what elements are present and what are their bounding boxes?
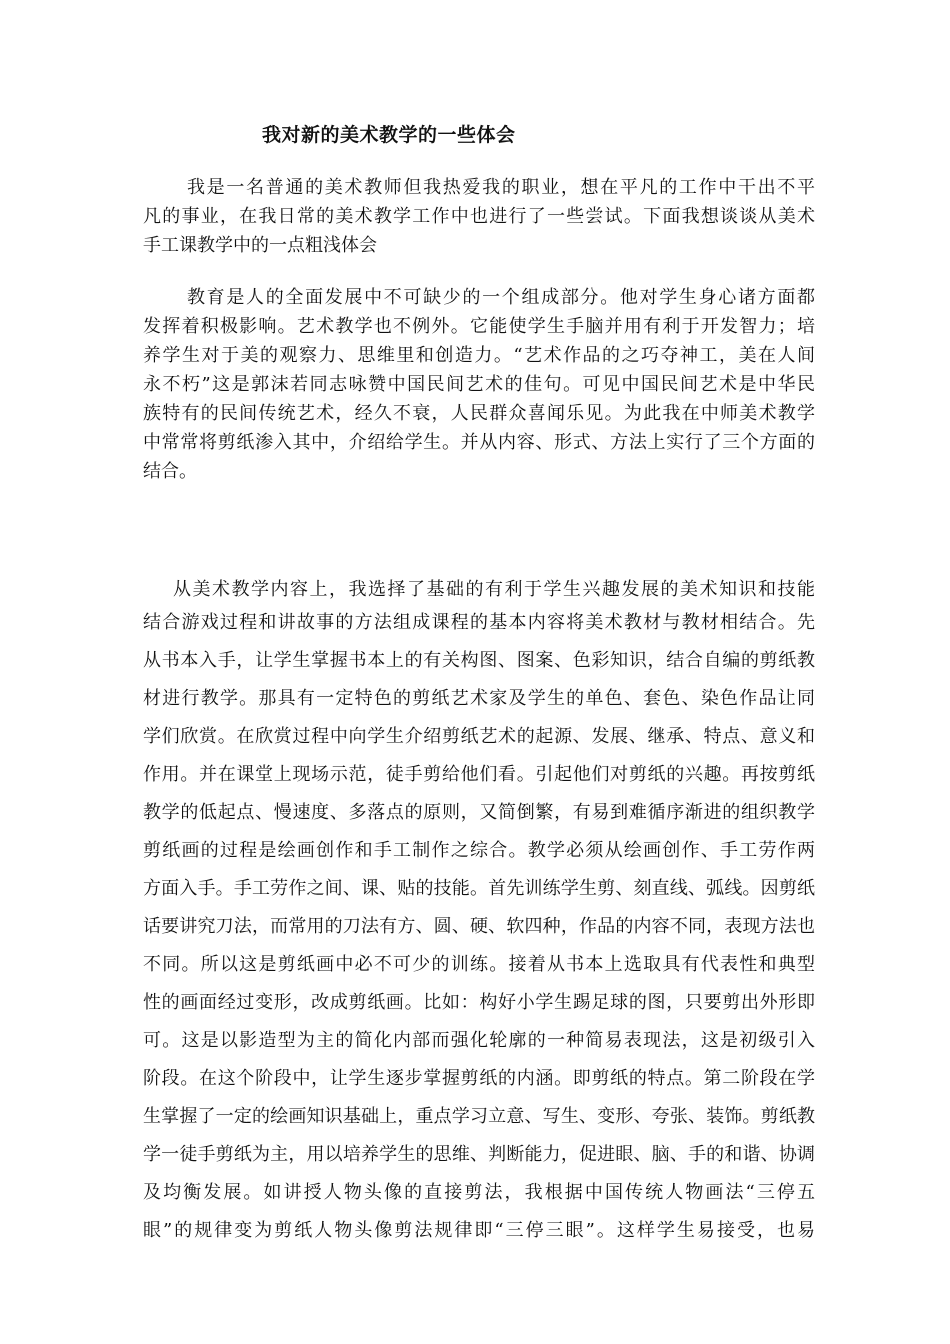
paragraph-line: 性的画面经过变形，改成剪纸画。比如：构好小学生踢足球的图，只要剪出外形即 xyxy=(143,992,815,1013)
paragraph-line: 话要讲究刀法，而常用的刀法有方、圆、硬、软四种，作品的内容不同，表现方法也 xyxy=(143,916,815,937)
paragraph-line: 永不朽”这是郭沫若同志咏赞中国民间艺术的佳句。可见中国民间艺术是中华民 xyxy=(143,374,815,395)
paragraph-line: 族特有的民间传统艺术，经久不衰，人民群众喜闻乐见。为此我在中师美术教学 xyxy=(143,403,815,424)
paragraph-line: 从美术教学内容上，我选择了基础的有利于学生兴趣发展的美术知识和技能 xyxy=(173,579,815,600)
paragraph-line: 发挥着积极影响。艺术教学也不例外。它能使学生手脑并用有利于开发智力；培 xyxy=(143,316,815,337)
paragraph-line: 养学生对于美的观察力、思维里和创造力。“艺术作品的之巧夺神工，美在人间 xyxy=(143,345,815,366)
paragraph-line: 中常常将剪纸渗入其中，介绍给学生。并从内容、形式、方法上实行了三个方面的 xyxy=(143,432,815,453)
paragraph-1 xyxy=(143,173,815,260)
paragraph-line: 生掌握了一定的绘画知识基础上，重点学习立意、写生、变形、夸张、装饰。剪纸教 xyxy=(143,1106,815,1127)
paragraph-line: 结合游戏过程和讲故事的方法组成课程的基本内容将美术教材与教材相结合。先 xyxy=(143,612,815,633)
paragraph-line: 结合。 xyxy=(143,461,197,482)
paragraph-line: 剪纸画的过程是绘画创作和手工制作之综合。教学必须从绘画创作、手工劳作两 xyxy=(143,840,815,861)
paragraph-line: 作用。并在课堂上现场示范，徒手剪给他们看。引起他们对剪纸的兴趣。再按剪纸 xyxy=(143,764,815,785)
paragraph-line: 凡的事业，在我日常的美术教学工作中也进行了一些尝试。下面我想谈谈从美术 xyxy=(143,206,815,227)
paragraph-line: 教学的低起点、慢速度、多落点的原则，又简倒繁，有易到难循序渐进的组织教学 xyxy=(143,802,815,823)
paragraph-line: 学们欣赏。在欣赏过程中向学生介绍剪纸艺术的起源、发展、继承、特点、意义和 xyxy=(143,726,815,747)
paragraph-line: 不同。所以这是剪纸画中必不可少的训练。接着从书本上选取具有代表性和典型 xyxy=(143,954,815,975)
paragraph-line: 眼”的规律变为剪纸人物头像剪法规律即“三停三眼”。这样学生易接受，也易 xyxy=(143,1220,815,1241)
paragraph-line: 阶段。在这个阶段中，让学生逐步掌握剪纸的内涵。即剪纸的特点。第二阶段在学 xyxy=(143,1068,815,1089)
paragraph-line: 手工课教学中的一点粗浅体会 xyxy=(143,235,377,256)
paragraph-line: 教育是人的全面发展中不可缺少的一个组成部分。他对学生身心诸方面都 xyxy=(187,287,815,308)
paragraph-line: 从书本入手，让学生掌握书本上的有关构图、图案、色彩知识，结合自编的剪纸教 xyxy=(143,650,815,671)
paragraph-line: 我是一名普通的美术教师但我热爱我的职业，想在平凡的工作中干出不平 xyxy=(187,177,815,198)
paragraph-line: 及均衡发展。如讲授人物头像的直接剪法，我根据中国传统人物画法“三停五 xyxy=(143,1182,815,1203)
paragraph-3 xyxy=(143,575,815,1250)
paragraph-line: 学一徒手剪纸为主，用以培养学生的思维、判断能力，促进眼、脑、手的和谐、协调 xyxy=(143,1144,815,1165)
document-title: 我对新的美术教学的一些体会 xyxy=(262,124,516,146)
paragraph-line: 方面入手。手工劳作之间、课、贴的技能。首先训练学生剪、刻直线、弧线。因剪纸 xyxy=(143,878,815,899)
paragraph-2 xyxy=(143,283,815,486)
paragraph-line: 可。这是以影造型为主的简化内部而强化轮廓的一种简易表现法，这是初级引入 xyxy=(143,1030,815,1051)
paragraph-line: 材进行教学。那具有一定特色的剪纸艺术家及学生的单色、套色、染色作品让同 xyxy=(143,688,815,709)
